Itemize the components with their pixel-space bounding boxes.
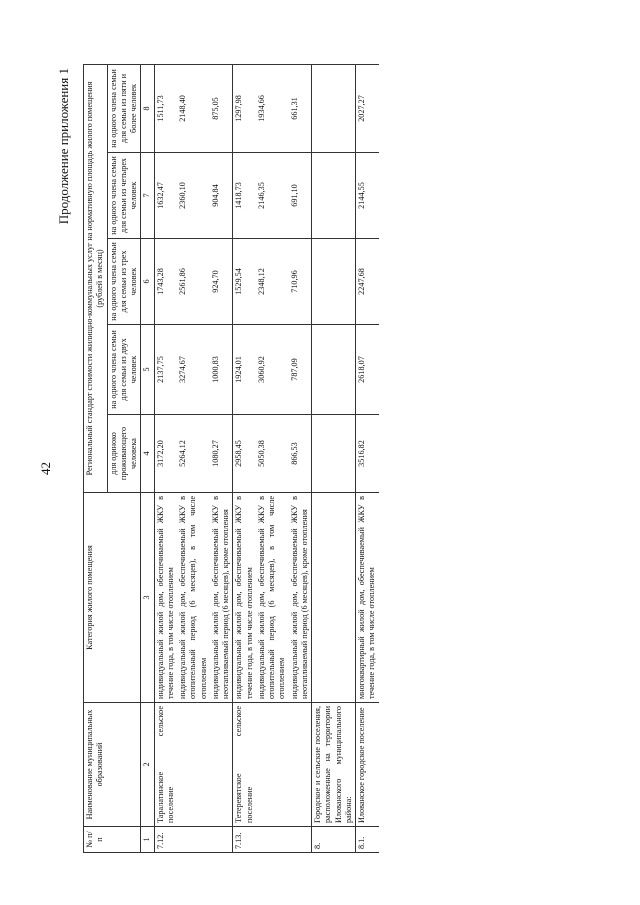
housing-category: индивидуальный жилой дом, обеспечиваемый ЖКУ в течение года, в том числе отоплением [154, 493, 177, 703]
value-cell: 1511,73 [154, 64, 177, 152]
header-num: № п/п [84, 827, 141, 853]
table-row [233, 64, 256, 852]
value-cell: 1934,66 [256, 64, 289, 152]
value-cell: 3516,82 [356, 415, 379, 493]
table-row [210, 64, 233, 852]
col-number: 6 [141, 239, 154, 325]
value-cell: 1529,54 [233, 239, 256, 325]
value-cell: 2027,27 [356, 64, 379, 152]
row-number [289, 827, 312, 853]
value-cell: 661,31 [289, 64, 312, 152]
table-row [356, 64, 379, 852]
value-cell [312, 325, 356, 415]
value-cell: 2561,86 [177, 239, 210, 325]
row-number: 8. [312, 827, 356, 853]
value-cell: 1000,83 [210, 325, 233, 415]
value-cell: 691,10 [289, 153, 312, 239]
continuation-label: Продолжение приложения 1 [56, 68, 71, 225]
table-row [154, 64, 177, 852]
housing-category: индивидуальный жилой дом, обеспечиваемый ЖКУ в отопительный период (6 месяцев), в том числе отоплением [177, 493, 210, 703]
col-number: 2 [141, 703, 154, 827]
value-cell: 875,05 [210, 64, 233, 152]
municipality-name [210, 703, 233, 827]
value-cell: 904,84 [210, 153, 233, 239]
value-cell: 5264,12 [177, 415, 210, 493]
municipality-name: Илованское городское поселение [356, 703, 379, 827]
value-cell: 2137,75 [154, 325, 177, 415]
value-cell [312, 153, 356, 239]
value-cell [312, 415, 356, 493]
housing-category [312, 493, 356, 703]
value-cell: 1743,28 [154, 239, 177, 325]
col-number: 7 [141, 153, 154, 239]
value-cell: 924,70 [210, 239, 233, 325]
value-cell: 3274,67 [177, 325, 210, 415]
municipality-name: Таралатинское сельское поселение [154, 703, 177, 827]
value-cell: 1080,27 [210, 415, 233, 493]
value-cell: 2958,45 [233, 415, 256, 493]
col-number: 5 [141, 325, 154, 415]
housing-category: индивидуальный жилой дом, обеспечиваемый ЖКУ в неотапливаемый период (6 месяцев), кроме отопления [289, 493, 312, 703]
row-number: 7.13. [233, 827, 256, 853]
municipality-name: Тетеревятское сельское поселение [233, 703, 256, 827]
header-col-5: на одного члена семьи для семьи из двух человек [107, 325, 141, 415]
header-col-7: на одного члена семьи для семьи из четырех человек [107, 153, 141, 239]
municipality-name: Городское и сельские поселения, расположенные на территории Илованского муниципального района: [312, 703, 356, 827]
value-cell: 2618,07 [356, 325, 379, 415]
table-row [312, 64, 356, 852]
row-number: 7.12. [154, 827, 177, 853]
header-municipality: Наименование муниципальных образований [84, 703, 141, 827]
header-standard: Региональный стандарт стоимости жилищно-коммунальных услуг на нормативную площадь жилого помещения (рублей в месяц) [84, 64, 108, 492]
value-cell [312, 239, 356, 325]
header-category: Категория жилого помещения [84, 493, 141, 703]
table-row [289, 64, 312, 852]
value-cell: 2148,40 [177, 64, 210, 152]
value-cell: 2144,55 [356, 153, 379, 239]
row-number [177, 827, 210, 853]
value-cell: 1297,98 [233, 64, 256, 152]
cost-standard-table [83, 64, 379, 853]
value-cell: 2247,68 [356, 239, 379, 325]
value-cell: 787,09 [289, 325, 312, 415]
value-cell: 1632,47 [154, 153, 177, 239]
col-number: 3 [141, 493, 154, 703]
housing-category: индивидуальный жилой дом, обеспечиваемый ЖКУ в неотапливаемый период (6 месяцев), кроме отопления [210, 493, 233, 703]
value-cell: 5050,38 [256, 415, 289, 493]
value-cell: 3172,20 [154, 415, 177, 493]
value-cell: 2360,10 [177, 153, 210, 239]
row-number [256, 827, 289, 853]
value-cell: 866,53 [289, 415, 312, 493]
header-col-6: на одного члена семьи для семьи из трех человек [107, 239, 141, 325]
value-cell: 1924,01 [233, 325, 256, 415]
col-number: 8 [141, 64, 154, 152]
housing-category: многоквартирный жилой дом, обеспечиваемый ЖКУ в течение года, в том числе отоплением [356, 493, 379, 703]
value-cell: 710,96 [289, 239, 312, 325]
table-row [177, 64, 210, 852]
value-cell: 1418,73 [233, 153, 256, 239]
value-cell: 2348,12 [256, 239, 289, 325]
value-cell: 2146,35 [256, 153, 289, 239]
housing-category: индивидуальный жилой дом, обеспечиваемый ЖКУ в отопительный период (6 месяцев), в том числе отоплением [256, 493, 289, 703]
housing-category: индивидуальный жилой дом, обеспечиваемый ЖКУ в течение года, в том числе отоплением [233, 493, 256, 703]
col-number: 1 [141, 827, 154, 853]
table-row [256, 64, 289, 852]
column-number-row [141, 64, 154, 852]
page-number: 42 [38, 462, 53, 475]
municipality-name [177, 703, 210, 827]
col-number: 4 [141, 415, 154, 493]
municipality-name [256, 703, 289, 827]
row-number [210, 827, 233, 853]
value-cell: 3060,92 [256, 325, 289, 415]
municipality-name [289, 703, 312, 827]
header-col-8: на одного члена семьи для семьи из пяти и более человек [107, 64, 141, 152]
row-number: 8.1. [356, 827, 379, 853]
value-cell [312, 64, 356, 152]
header-col-4: для одиноко проживающего человека [107, 415, 141, 493]
